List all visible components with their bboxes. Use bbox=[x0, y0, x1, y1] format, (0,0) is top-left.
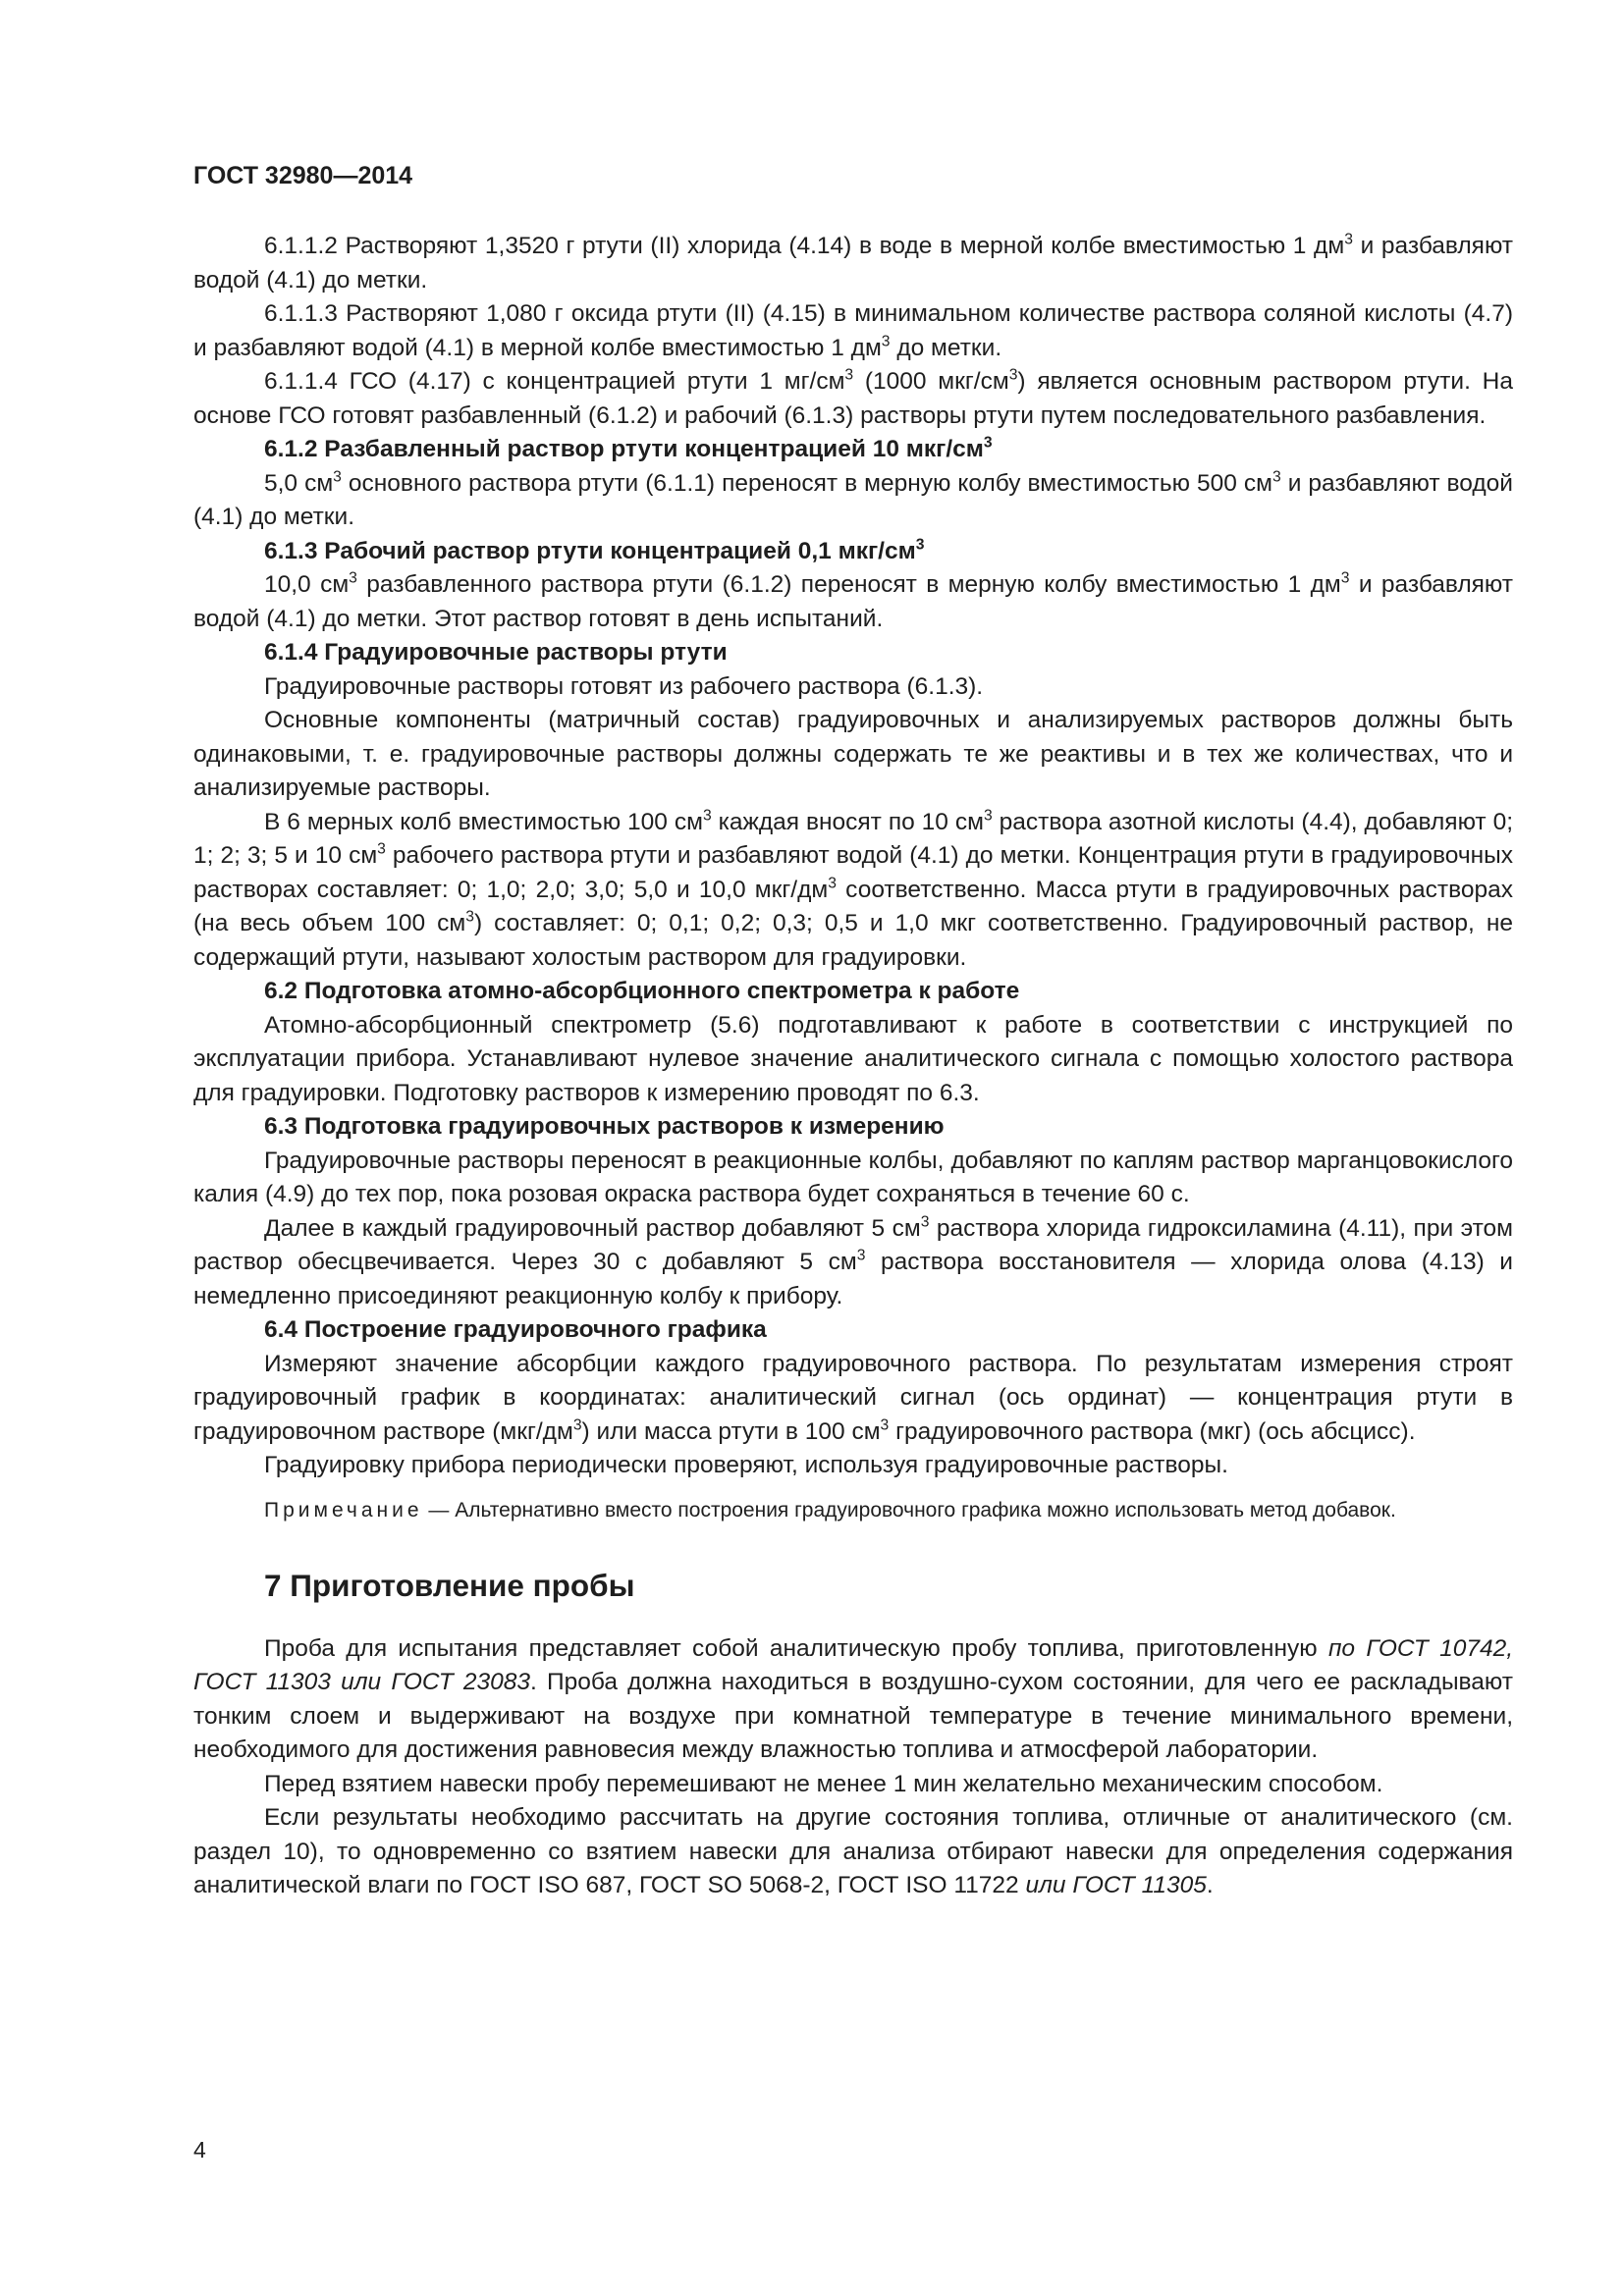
paragraph-6-1-4-matrix: Основные компоненты (матричный состав) градуировочных и анализируемых растворов должны быть одинаковыми, т. е. градуировочные растворы должны содержать те же реактивы и в тех же количествах, что и анализируемые растворы. bbox=[193, 707, 1513, 801]
paragraph-7-body-3: Если результаты необходимо рассчитать на другие состояния топлива, отличные от аналитического (см. раздел 10), то одновременно со взятием навески для анализа отбирают навески для определения содержания аналитической влаги по ГОСТ ISO 687, ГОСТ SO 5068-2, ГОСТ ISO 11722 или ГОСТ 11305. bbox=[193, 1804, 1513, 1898]
page-content bbox=[193, 230, 1513, 1903]
paragraph-6-1-4-preparation: В 6 мерных колб вместимостью 100 $см^3$ каждая вносят по 10 $см^3$ раствора азотной кислоты (4.4), добавляют 0; 1; 2; 3; 5 и 10 $см^3$ рабочего раствора ртути и разбавляют водой (4.1) до метки. Концентрация ртути в градуировочных растворах составляет: 0; 1,0; 2,0; 3,0; 5,0 и 10,0 мкг/$дм^3$ соответственно. Масса ртути в градуировочных растворах (на весь объем 100 $см^3$) составляет: 0; 0,1; 0,2; 0,3; 0,5 и 1,0 мкг соответственно. Градуировочный раствор, не содержащий ртути, называют холостым раствором для градуировки. bbox=[193, 806, 1514, 971]
paragraph-6-1-4-intro: Градуировочные растворы готовят из рабочего раствора (6.1.3). bbox=[264, 672, 984, 700]
heading-6-1-2: 6.1.2 Разбавленный раствор ртути концентрацией 10 мкг/$см^3$ bbox=[264, 434, 993, 462]
paragraph-6-4-body-1: Измеряют значение абсорбции каждого градуировочного раствора. По результатам измерения строят градуировочный график в координатах: аналитический сигнал (ось ординат) — концентрация ртути в градуировочном растворе $(мкг/дм^3)$ или масса ртути в 100 $см^3$ градуировочного раствора (мкг) (ось абсцисс). bbox=[193, 1350, 1513, 1445]
paragraph-6-1-1-4: 6.1.1.4 ГСО (4.17) с концентрацией ртути 1 $мг/см^3$ (1000 мкг/$см^3$) является основным раствором ртути. На основе ГСО готовят разбавленный (6.1.2) и рабочий (6.1.3) растворы ртути путем последовательного разбавления. bbox=[193, 366, 1513, 429]
paragraph-6-1-2-body: 5,0 $см^3$ основного раствора ртути (6.1.1) переносят в мерную колбу вместимостью 500 $см^3$ и разбавляют водой (4.1) до метки. bbox=[193, 467, 1513, 530]
paragraph-6-3-body-1: Градуировочные растворы переносят в реакционные колбы, добавляют по каплям раствор марганцовокислого калия (4.9) до тех пор, пока розовая окраска раствора будет сохраняться в течение 60 с. bbox=[193, 1147, 1513, 1207]
paragraph-6-2-body: Атомно-абсорбционный спектрометр (5.6) подготавливают к работе в соответствии с инструкцией по эксплуатации прибора. Устанавливают нулевое значение аналитического сигнала с помощью холостого раствора для градуировки. Подготовку растворов к измерению проводят по 6.3. bbox=[193, 1011, 1513, 1106]
paragraph-6-3-body-2: Далее в каждый градуировочный раствор добавляют 5 $см^3$ раствора хлорида гидроксиламина (4.11), при этом раствор обесцвечивается. Через 30 с добавляют 5 $см^3$ раствора восстановителя — хлорида олова (4.13) и немедленно присоединяют реакционную колбу к прибору. bbox=[193, 1212, 1514, 1309]
paragraph-6-1-1-2: 6.1.1.2 Растворяют 1,3520 г ртути (II) хлорида (4.14) в воде в мерной колбе вместимостью 1 $дм^3$ и разбавляют водой (4.1) до метки. bbox=[193, 231, 1514, 294]
note: Примечание — Альтернативно вместо построения градуировочного графика можно использовать метод добавок. bbox=[264, 1498, 1396, 1522]
heading-6-2: 6.2 Подготовка атомно-абсорбционного спектрометра к работе bbox=[264, 978, 1020, 1004]
paragraph-7-body-2: Перед взятием навески пробу перемешивают не менее 1 мин желательно механическим способом. bbox=[264, 1770, 1383, 1797]
section-7-title: 7 Приготовление пробы bbox=[264, 1567, 635, 1603]
heading-6-1-3: 6.1.3 Рабочий раствор ртути концентрацией 0,1 мкг/$см^3$ bbox=[264, 535, 925, 564]
paragraph-6-4-body-2: Градуировку прибора периодически проверяют, используя градуировочные растворы. bbox=[264, 1452, 1228, 1478]
paragraph-7-body-1: Проба для испытания представляет собой аналитическую пробу топлива, приготовленную по ГОСТ 10742, ГОСТ 11303 или ГОСТ 23083. Проба должна находиться в воздушно-сухом состоянии, для чего ее раскладывают тонким слоем и выдерживают на воздухе при комнатной температуре в течение минимального времени, необходимого для достижения равновесия между влажностью топлива и атмосферой лаборатории. bbox=[193, 1634, 1514, 1763]
heading-6-1-4: 6.1.4 Градуировочные растворы ртути bbox=[264, 639, 728, 666]
page-number: 4 bbox=[193, 2137, 206, 2163]
document-header: ГОСТ 32980—2014 bbox=[193, 162, 413, 189]
paragraph-6-1-1-3: 6.1.1.3 Растворяют 1,080 г оксида ртути (II) (4.15) в минимальном количестве раствора соляной кислоты (4.7) и разбавляют водой (4.1) в мерной колбе вместимостью 1 $дм^3$ до метки. bbox=[193, 300, 1513, 361]
heading-6-3: 6.3 Подготовка градуировочных растворов к измерению bbox=[264, 1113, 945, 1140]
heading-6-4: 6.4 Построение градуировочного графика bbox=[264, 1316, 767, 1343]
paragraph-6-1-3-body: 10,0 $см^3$ разбавленного раствора ртути (6.1.2) переносят в мерную колбу вместимостью 1 $дм^3$ и разбавляют водой (4.1) до метки. Этот раствор готовят в день испытаний. bbox=[193, 569, 1513, 632]
